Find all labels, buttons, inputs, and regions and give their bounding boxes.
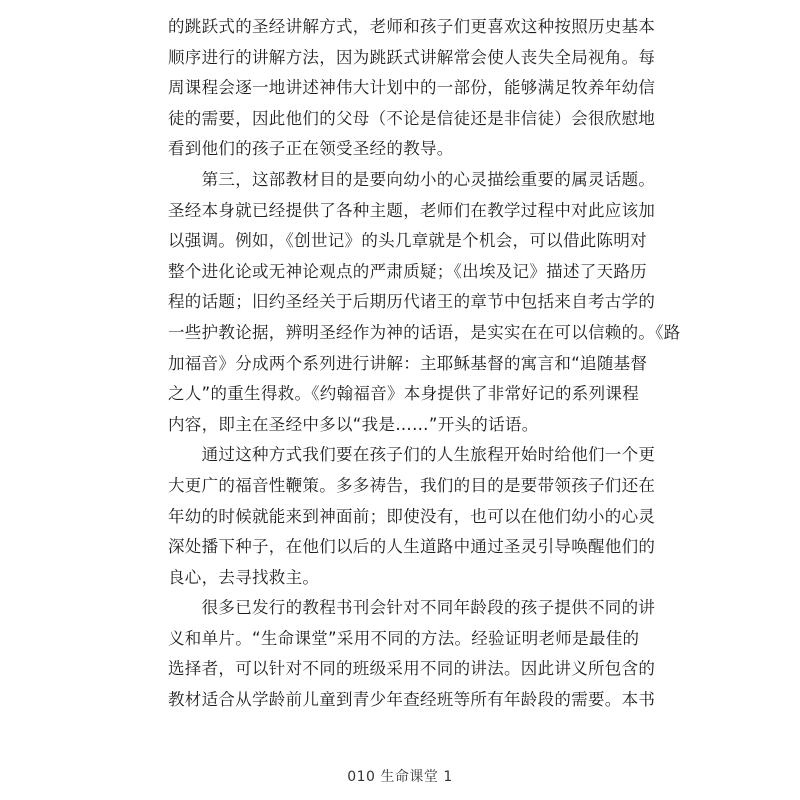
text-line: 良心，去寻找救主。 — [168, 567, 320, 587]
text-line: 内容，即主在圣经中多以“我是……”开头的话语。 — [168, 414, 539, 434]
text-line: 顺序进行的讲解方法，因为跳跃式讲解常会使人丧失全局视角。每 — [168, 47, 656, 67]
text-line: 加福音》分成两个系列进行讲解：主耶稣基督的寓言和“追随基督 — [168, 353, 648, 373]
page-footer: 010 生命课堂 1 — [347, 769, 453, 785]
text-line: 一些护教论据，辨明圣经作为神的话语，是实实在在可以信赖的。《路 — [168, 322, 681, 342]
text-line: 深处播下种子，在他们以后的人生道路中通过圣灵引导唤醒他们的 — [168, 537, 656, 557]
text-line: 程的话题；旧约圣经关于后期历代诸王的章节中包括来自考古学的 — [168, 292, 656, 312]
text-line: 的跳跃式的圣经讲解方式，老师和孩子们更喜欢这种按照历史基本 — [168, 17, 656, 36]
text-line: 以强调。例如，《创世记》的头几章就是个机会，可以借此陈明对 — [168, 231, 647, 251]
page-body-text — [168, 12, 681, 716]
text-line: 教材适合从学龄前儿童到青少年查经班等所有年龄段的需要。本书 — [168, 690, 656, 710]
text-line: 看到他们的孩子正在领受圣经的教导。 — [168, 139, 454, 159]
text-line: 年幼的时候就能来到神面前；即使没有，也可以在他们幼小的心灵 — [168, 506, 656, 526]
text-line: 之人”的重生得救。《约翰福音》本身提供了非常好记的系列课程 — [168, 384, 639, 404]
text-line: 周课程会逐一地讲述神伟大计划中的一部份，能够满足牧养年幼信 — [168, 78, 656, 98]
text-line: 选择者，可以针对不同的班级采用不同的讲法。因此讲义所包含的 — [168, 659, 656, 679]
text-line: 很多已发行的教程书刊会针对不同年龄段的孩子提供不同的讲 — [168, 598, 656, 618]
text-line: 圣经本身就已经提供了各种主题，老师们在教学过程中对此应该加 — [168, 200, 656, 220]
text-line: 徒的需要，因此他们的父母（不论是信徒还是非信徒）会很欣慰地 — [168, 108, 656, 128]
text-line: 通过这种方式我们要在孩子们的人生旅程开始时给他们一个更 — [168, 445, 656, 465]
text-line: 整个进化论或无神论观点的严肃质疑；《出埃及记》描述了天路历 — [168, 261, 647, 281]
text-line: 义和单片。“生命课堂”采用不同的方法。经验证明老师是最佳的 — [168, 628, 640, 648]
text-line: 第三，这部教材目的是要向幼小的心灵描绘重要的属灵话题。 — [168, 169, 656, 189]
text-line: 大更广的福音性鞭策。多多祷告，我们的目的是要带领孩子们还在 — [168, 475, 656, 495]
